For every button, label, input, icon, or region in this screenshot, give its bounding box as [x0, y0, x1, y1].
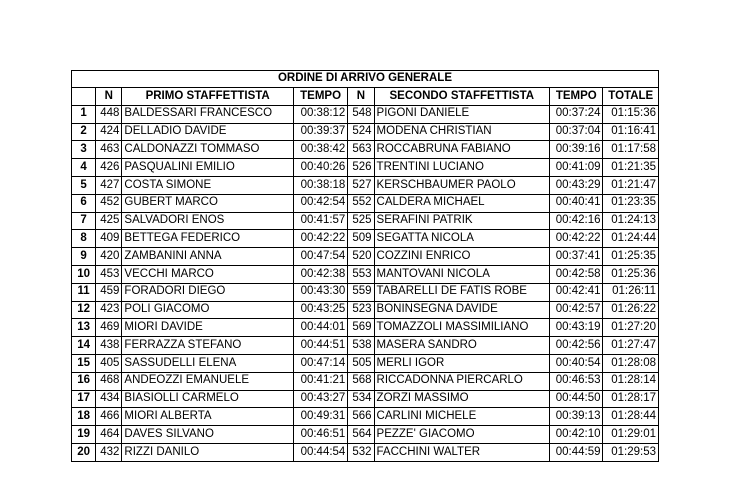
total-time-cell: 01:28:17: [603, 390, 659, 408]
bib-second-cell: 538: [348, 337, 374, 355]
position-cell: 1: [72, 105, 96, 123]
table-row: [72, 354, 659, 372]
second-runner-cell: CARLINI MICHELE: [374, 408, 549, 426]
total-time-cell: 01:24:44: [603, 230, 659, 248]
bib-first-cell: 466: [96, 408, 122, 426]
bib-second-cell: 552: [348, 194, 374, 212]
bib-first-cell: 423: [96, 301, 122, 319]
table-row: [72, 426, 659, 444]
second-runner-cell: ROCCABRUNA FABIANO: [374, 141, 549, 159]
first-runner-cell: MIORI ALBERTA: [122, 408, 293, 426]
second-runner-cell: BONINSEGNA DAVIDE: [374, 301, 549, 319]
table-row: [72, 265, 659, 283]
position-cell: 12: [72, 301, 96, 319]
bib-second-cell: 532: [348, 443, 374, 461]
time-second-cell: 00:40:54: [550, 354, 603, 372]
bib-second-cell: 523: [348, 301, 374, 319]
table-row: [72, 248, 659, 266]
bib-second-cell: 505: [348, 354, 374, 372]
position-cell: 5: [72, 176, 96, 194]
table-row: [72, 176, 659, 194]
bib-first-cell: 409: [96, 230, 122, 248]
first-runner-cell: BETTEGA FEDERICO: [122, 230, 293, 248]
table-row: [72, 212, 659, 230]
bib-first-cell: 468: [96, 372, 122, 390]
bib-second-cell: 534: [348, 390, 374, 408]
table-row: [72, 194, 659, 212]
total-time-cell: 01:28:08: [603, 354, 659, 372]
first-runner-cell: RIZZI DANILO: [122, 443, 293, 461]
time-first-cell: 00:43:25: [293, 301, 347, 319]
first-runner-cell: CALDONAZZI TOMMASO: [122, 141, 293, 159]
time-second-cell: 00:37:24: [550, 105, 603, 123]
bib-first-cell: 453: [96, 265, 122, 283]
bib-second-cell: 566: [348, 408, 374, 426]
first-runner-cell: DELLADIO DAVIDE: [122, 123, 293, 141]
first-runner-cell: COSTA SIMONE: [122, 176, 293, 194]
total-time-cell: 01:21:47: [603, 176, 659, 194]
position-cell: 15: [72, 354, 96, 372]
position-cell: 6: [72, 194, 96, 212]
table-row: [72, 123, 659, 141]
time-second-cell: 00:39:13: [550, 408, 603, 426]
second-runner-cell: MODENA CHRISTIAN: [374, 123, 549, 141]
time-first-cell: 00:38:42: [293, 141, 347, 159]
bib-second-cell: 525: [348, 212, 374, 230]
table-row: [72, 319, 659, 337]
time-first-cell: 00:40:26: [293, 159, 347, 177]
position-cell: 3: [72, 141, 96, 159]
bib-second-cell: 520: [348, 248, 374, 266]
second-runner-cell: TRENTINI LUCIANO: [374, 159, 549, 177]
time-second-cell: 00:42:56: [550, 337, 603, 355]
time-second-cell: 00:42:22: [550, 230, 603, 248]
position-cell: 10: [72, 265, 96, 283]
header-number-first: N: [96, 88, 122, 106]
results-table: [71, 70, 659, 462]
time-second-cell: 00:40:41: [550, 194, 603, 212]
bib-second-cell: 526: [348, 159, 374, 177]
total-time-cell: 01:27:20: [603, 319, 659, 337]
bib-first-cell: 452: [96, 194, 122, 212]
time-first-cell: 00:44:01: [293, 319, 347, 337]
position-cell: 8: [72, 230, 96, 248]
header-position: [72, 88, 96, 106]
bib-second-cell: 568: [348, 372, 374, 390]
position-cell: 19: [72, 426, 96, 444]
time-first-cell: 00:47:14: [293, 354, 347, 372]
time-second-cell: 00:39:16: [550, 141, 603, 159]
table-row: [72, 390, 659, 408]
position-cell: 20: [72, 443, 96, 461]
bib-second-cell: 564: [348, 426, 374, 444]
time-second-cell: 00:42:16: [550, 212, 603, 230]
table-row: [72, 141, 659, 159]
second-runner-cell: TOMAZZOLI MASSIMILIANO: [374, 319, 549, 337]
second-runner-cell: RICCADONNA PIERCARLO: [374, 372, 549, 390]
time-first-cell: 00:44:54: [293, 443, 347, 461]
first-runner-cell: MIORI DAVIDE: [122, 319, 293, 337]
total-time-cell: 01:26:22: [603, 301, 659, 319]
time-second-cell: 00:42:41: [550, 283, 603, 301]
bib-first-cell: 405: [96, 354, 122, 372]
bib-first-cell: 448: [96, 105, 122, 123]
time-second-cell: 00:43:29: [550, 176, 603, 194]
time-first-cell: 00:41:57: [293, 212, 347, 230]
header-first-runner: PRIMO STAFFETTISTA: [122, 88, 293, 106]
time-second-cell: 00:43:19: [550, 319, 603, 337]
time-first-cell: 00:42:22: [293, 230, 347, 248]
results-body: [72, 105, 659, 461]
bib-first-cell: 469: [96, 319, 122, 337]
second-runner-cell: ZORZI MASSIMO: [374, 390, 549, 408]
total-time-cell: 01:21:35: [603, 159, 659, 177]
second-runner-cell: KERSCHBAUMER PAOLO: [374, 176, 549, 194]
second-runner-cell: MASERA SANDRO: [374, 337, 549, 355]
first-runner-cell: SASSUDELLI ELENA: [122, 354, 293, 372]
second-runner-cell: CALDERA MICHAEL: [374, 194, 549, 212]
bib-first-cell: 464: [96, 426, 122, 444]
time-first-cell: 00:44:51: [293, 337, 347, 355]
time-first-cell: 00:46:51: [293, 426, 347, 444]
time-first-cell: 00:42:54: [293, 194, 347, 212]
header-total: TOTALE: [603, 88, 659, 106]
position-cell: 17: [72, 390, 96, 408]
header-row: [72, 88, 659, 106]
position-cell: 16: [72, 372, 96, 390]
first-runner-cell: POLI GIACOMO: [122, 301, 293, 319]
table-row: [72, 337, 659, 355]
second-runner-cell: COZZINI ENRICO: [374, 248, 549, 266]
table-row: [72, 230, 659, 248]
time-first-cell: 00:49:31: [293, 408, 347, 426]
first-runner-cell: ZAMBANINI ANNA: [122, 248, 293, 266]
header-time-second: TEMPO: [550, 88, 603, 106]
total-time-cell: 01:28:44: [603, 408, 659, 426]
time-first-cell: 00:38:12: [293, 105, 347, 123]
bib-first-cell: 425: [96, 212, 122, 230]
time-second-cell: 00:42:58: [550, 265, 603, 283]
total-time-cell: 01:25:35: [603, 248, 659, 266]
bib-second-cell: 553: [348, 265, 374, 283]
second-runner-cell: SERAFINI PATRIK: [374, 212, 549, 230]
table-row: [72, 159, 659, 177]
position-cell: 2: [72, 123, 96, 141]
position-cell: 14: [72, 337, 96, 355]
time-first-cell: 00:38:18: [293, 176, 347, 194]
time-second-cell: 00:44:50: [550, 390, 603, 408]
time-first-cell: 00:41:21: [293, 372, 347, 390]
header-time-first: TEMPO: [293, 88, 347, 106]
first-runner-cell: DAVES SILVANO: [122, 426, 293, 444]
position-cell: 9: [72, 248, 96, 266]
total-time-cell: 01:24:13: [603, 212, 659, 230]
time-second-cell: 00:42:57: [550, 301, 603, 319]
header-number-second: N: [348, 88, 374, 106]
bib-second-cell: 559: [348, 283, 374, 301]
position-cell: 18: [72, 408, 96, 426]
total-time-cell: 01:26:11: [603, 283, 659, 301]
bib-first-cell: 426: [96, 159, 122, 177]
table-row: [72, 301, 659, 319]
total-time-cell: 01:29:01: [603, 426, 659, 444]
table-row: [72, 372, 659, 390]
table-row: [72, 105, 659, 123]
second-runner-cell: SEGATTA NICOLA: [374, 230, 549, 248]
position-cell: 7: [72, 212, 96, 230]
time-second-cell: 00:44:59: [550, 443, 603, 461]
second-runner-cell: PEZZE' GIACOMO: [374, 426, 549, 444]
position-cell: 11: [72, 283, 96, 301]
first-runner-cell: SALVADORI ENOS: [122, 212, 293, 230]
time-first-cell: 00:43:27: [293, 390, 347, 408]
time-first-cell: 00:47:54: [293, 248, 347, 266]
second-runner-cell: MANTOVANI NICOLA: [374, 265, 549, 283]
position-cell: 13: [72, 319, 96, 337]
title-row: [72, 71, 659, 88]
bib-first-cell: 424: [96, 123, 122, 141]
second-runner-cell: PIGONI DANIELE: [374, 105, 549, 123]
second-runner-cell: TABARELLI DE FATIS ROBE: [374, 283, 549, 301]
first-runner-cell: FERRAZZA STEFANO: [122, 337, 293, 355]
time-first-cell: 00:39:37: [293, 123, 347, 141]
bib-second-cell: 563: [348, 141, 374, 159]
header-second-runner: SECONDO STAFFETTISTA: [374, 88, 549, 106]
time-second-cell: 00:41:09: [550, 159, 603, 177]
table-row: [72, 283, 659, 301]
first-runner-cell: BIASIOLLI CARMELO: [122, 390, 293, 408]
bib-second-cell: 569: [348, 319, 374, 337]
first-runner-cell: VECCHI MARCO: [122, 265, 293, 283]
bib-first-cell: 432: [96, 443, 122, 461]
first-runner-cell: GUBERT MARCO: [122, 194, 293, 212]
bib-first-cell: 463: [96, 141, 122, 159]
bib-first-cell: 434: [96, 390, 122, 408]
total-time-cell: 01:27:47: [603, 337, 659, 355]
bib-second-cell: 524: [348, 123, 374, 141]
bib-first-cell: 420: [96, 248, 122, 266]
position-cell: 4: [72, 159, 96, 177]
table-row: [72, 443, 659, 461]
bib-second-cell: 509: [348, 230, 374, 248]
table-row: [72, 408, 659, 426]
bib-second-cell: 527: [348, 176, 374, 194]
time-second-cell: 00:42:10: [550, 426, 603, 444]
first-runner-cell: ANDEOZZI EMANUELE: [122, 372, 293, 390]
first-runner-cell: PASQUALINI EMILIO: [122, 159, 293, 177]
bib-first-cell: 459: [96, 283, 122, 301]
second-runner-cell: MERLI IGOR: [374, 354, 549, 372]
total-time-cell: 01:16:41: [603, 123, 659, 141]
total-time-cell: 01:23:35: [603, 194, 659, 212]
table-title: ORDINE DI ARRIVO GENERALE: [72, 71, 659, 88]
total-time-cell: 01:17:58: [603, 141, 659, 159]
first-runner-cell: BALDESSARI FRANCESCO: [122, 105, 293, 123]
bib-second-cell: 548: [348, 105, 374, 123]
total-time-cell: 01:15:36: [603, 105, 659, 123]
bib-first-cell: 438: [96, 337, 122, 355]
first-runner-cell: FORADORI DIEGO: [122, 283, 293, 301]
total-time-cell: 01:29:53: [603, 443, 659, 461]
time-first-cell: 00:43:30: [293, 283, 347, 301]
second-runner-cell: FACCHINI WALTER: [374, 443, 549, 461]
time-second-cell: 00:37:04: [550, 123, 603, 141]
bib-first-cell: 427: [96, 176, 122, 194]
time-second-cell: 00:37:41: [550, 248, 603, 266]
time-first-cell: 00:42:38: [293, 265, 347, 283]
time-second-cell: 00:46:53: [550, 372, 603, 390]
total-time-cell: 01:25:36: [603, 265, 659, 283]
total-time-cell: 01:28:14: [603, 372, 659, 390]
